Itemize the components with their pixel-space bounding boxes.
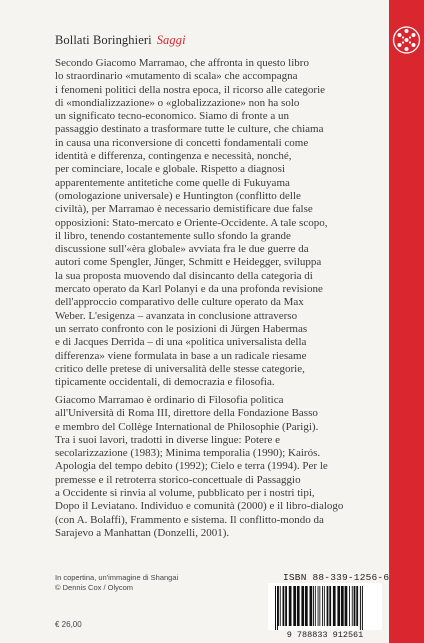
barcode-digits: 9 788833 912561 — [268, 630, 382, 640]
blurb-line: la sua proposta muovendo dal disincanto della categoria di — [55, 269, 313, 282]
bio-line: premesse e il retroterra storico-concettuale di Passaggio — [55, 473, 301, 486]
blurb-line: mercato operato da Karl Polanyi e da una profonda revisione — [55, 283, 323, 296]
isbn-number: ISBN 88-339-1256-6 — [283, 572, 390, 583]
blurb-line: civiltà), per Marramao è necessario demistificare due false — [55, 203, 313, 216]
blurb-line: i fenomeni politici della nostra epoca, il ricorso alle categorie — [55, 83, 326, 96]
blurb-line: un serrato confronto con le posizioni di Jürgen Habermas — [55, 322, 308, 335]
blurb-line: Weber. L'esigenza – avanzata in conclusione attraverso — [55, 309, 298, 322]
blurb-line: autori come Spengler, Jünger, Schmitt e Heidegger, sviluppa — [55, 256, 322, 269]
blurb-line: passaggio destinato a trasformare tutte le culture, che chiama — [55, 123, 324, 136]
blurb-line: discussione sull'«èra globale» avviata fra le due guerre da — [55, 243, 309, 256]
bio-line: secolarizzazione (1983); Minima temporalia (1990); Kairós. — [55, 447, 321, 460]
author-bio — [55, 394, 383, 540]
bio-line: Tra i suoi lavori, tradotti in diverse lingue: Potere e — [55, 433, 281, 446]
bio-line: all'Università di Roma III, direttore della Fondazione Basso — [55, 407, 318, 420]
barcode-icon — [268, 583, 382, 633]
bio-line: Dopo il Leviatano. Individuo e comunità (2000) e il libro-dialogo — [55, 500, 344, 513]
price: € 26,00 — [55, 620, 82, 629]
series-name: Saggi — [156, 33, 186, 47]
bio-line: e membro del Collège International de Philosophie (Parigi). — [55, 420, 319, 433]
blurb-line: tipicamente occidentali, di democrazia e filosofia. — [55, 376, 275, 389]
blurb-line: (omologazione universale) e Huntington (conflitto delle — [55, 189, 301, 202]
cover-credits — [55, 573, 178, 593]
blurb-line: il libro, tenendo costantemente sullo sfondo la grande — [55, 229, 291, 242]
blurb-line: critico delle pretese di universalità delle stesse categorie, — [55, 362, 305, 375]
blurb-line: di «mondializzazione» o «globalizzazione» non ha solo — [55, 96, 300, 109]
cover-image-caption: In copertina, un'immagine di Shangai — [55, 573, 179, 582]
blurb-line: dell'approccio comparativo delle culture operato da Max — [55, 296, 304, 309]
publisher-name: Bollati Boringhieri — [55, 33, 152, 47]
photo-credit: © Dennis Cox / Olycom — [55, 583, 134, 592]
blurb-line: lo straordinario «mutamento di scala» che accompagna — [55, 70, 298, 83]
bio-line: Sarajevo a Manhattan (Donzelli, 2001). — [55, 526, 230, 539]
blurb-line: per cominciare, locale e globale. Rispetto a diagnosi — [55, 163, 286, 176]
publisher-logo-icon — [389, 20, 424, 60]
header — [55, 33, 186, 48]
book-blurb — [55, 57, 383, 389]
blurb-line: in causa una riconversione di concetti fondamentali come — [55, 136, 309, 149]
blurb-line: identità e differenza, contingenza e necessità, nonché, — [55, 150, 292, 163]
bio-line: Giacomo Marramao è ordinario di Filosofia politica — [55, 394, 284, 406]
blurb-line: differenza» viene formulata in base a un radicale riesame — [55, 349, 307, 362]
blurb-line: apparentemente antitetiche come quelle di Fukuyama — [55, 176, 290, 189]
blurb-line: Secondo Giacomo Marramao, che affronta in questo libro — [55, 57, 309, 69]
blurb-line: e di Jacques Derrida – di una «politica universalista della — [55, 336, 307, 349]
bio-line: (con A. Bolaffi), Frammento e sistema. Il conflitto-mondo da — [55, 513, 324, 526]
red-spine-band — [389, 0, 424, 643]
bio-line: Apologia del tempo debito (1992); Cielo e terra (1994). Per le — [55, 460, 328, 473]
blurb-line: opposizioni: Stato-mercato e Oriente-Occidente. A tale scopo, — [55, 216, 328, 229]
blurb-line: un significato tecno-economico. Siamo di fronte a un — [55, 110, 289, 123]
bio-line: a Occidente si rinvia al volume, pubblicato per i nostri tipi, — [55, 487, 315, 500]
